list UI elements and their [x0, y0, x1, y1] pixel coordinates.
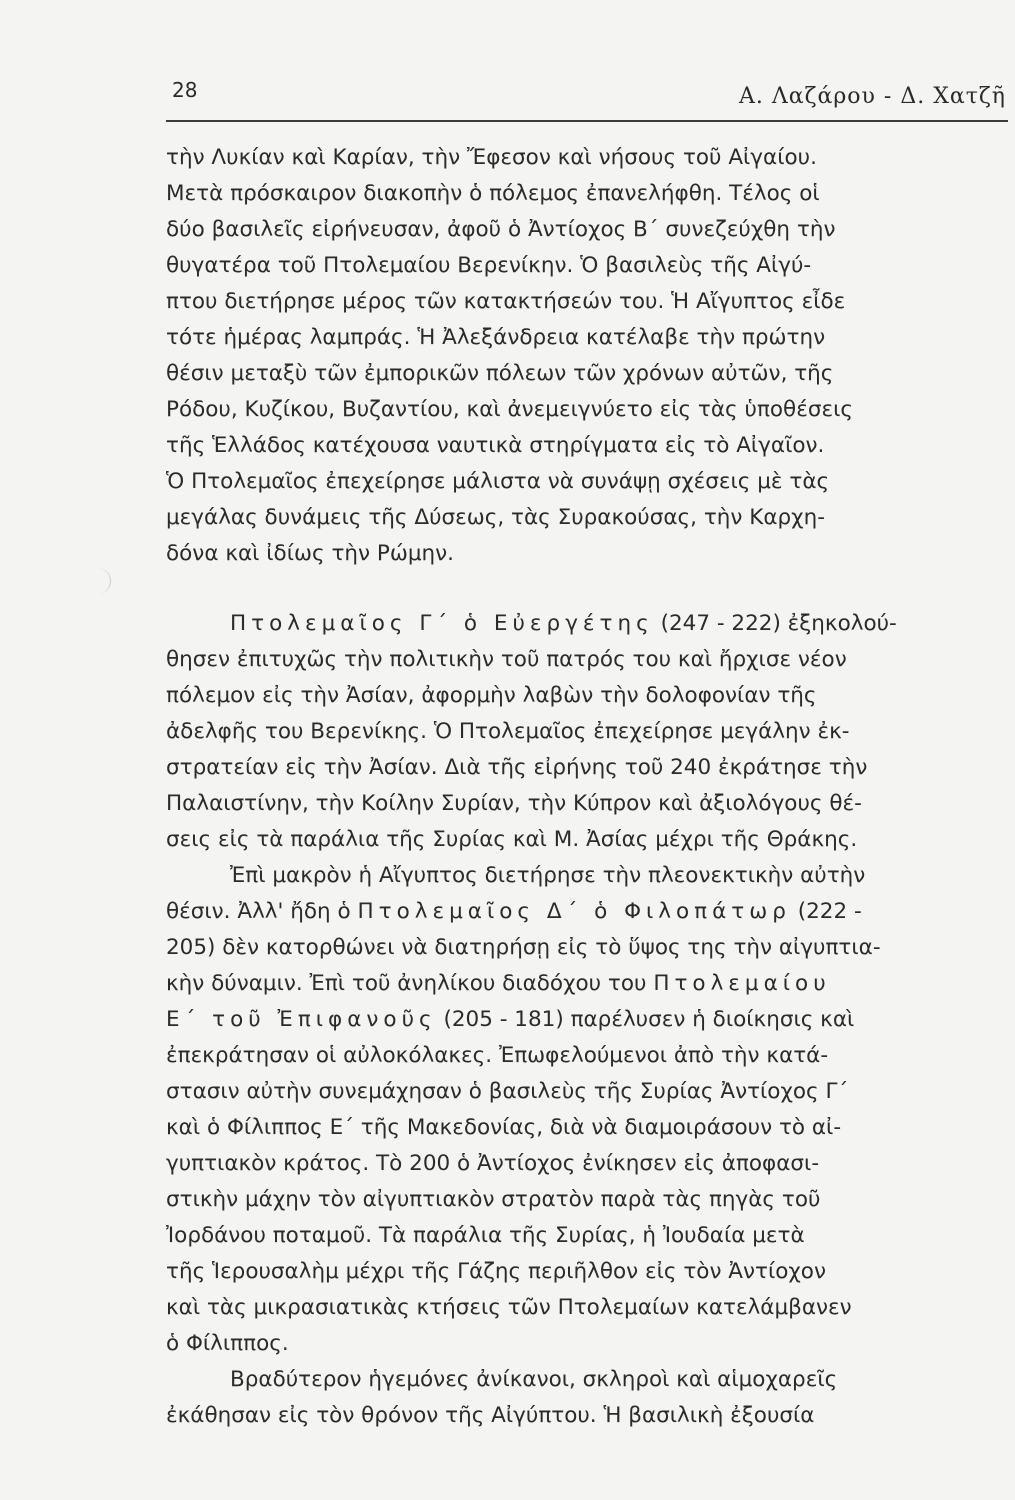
page-number: 28 — [172, 78, 198, 102]
text-line — [166, 606, 1010, 642]
page-header — [166, 78, 1008, 124]
paragraph-3 — [166, 858, 1010, 1362]
pencil-mark — [92, 568, 111, 594]
text-line: καὶ ὁ Φίλιππος Ε΄ τῆς Μακεδονίας, διὰ νὰ διαμοιράσουν τὸ αἰ- — [166, 1115, 842, 1140]
text-run: (205 - 181) παρέλυσεν ἡ διοίκησις καὶ — [436, 1007, 855, 1032]
text-line: ὁ Φίλιππος. — [166, 1331, 289, 1356]
paragraph-4 — [166, 1362, 1010, 1434]
text-line: τὴν Λυκίαν καὶ Καρίαν, τὴν Ἔφεσον καὶ νήσους τοῦ Αἰγαίου. — [166, 145, 817, 170]
text-line — [166, 1002, 1010, 1038]
text-run: (247 - 222) ἐξηκολού- — [653, 611, 897, 636]
text-line: δόνα καὶ ἰδίως τὴν Ρώμην. — [166, 541, 454, 566]
text-line — [166, 894, 1010, 930]
text-line: θυγατέρα τοῦ Πτολεμαίου Βερενίκην. Ὁ βασιλεὺς τῆς Αἰγύ- — [166, 253, 812, 278]
paragraph-2 — [166, 606, 1010, 858]
header-rule — [166, 120, 1008, 122]
text-run: (222 - — [790, 899, 862, 924]
text-line: δύο βασιλεῖς εἰρήνευσαν, ἀφοῦ ὁ Ἀντίοχος Β΄ συνεζεύχθη τὴν — [166, 217, 836, 242]
running-title: Α. Λαζάρου - Δ. Χατζῆ — [738, 84, 1006, 109]
text-line: Ρόδου, Κυζίκου, Βυζαντίου, καὶ ἀνεμειγνύετο εἰς τὰς ὑποθέσεις — [166, 397, 853, 422]
spaced-name: Πτολεμαῖος Γ΄ ὁ Εὐεργέτης — [230, 611, 654, 636]
text-line: γυπτιακὸν κράτος. Τὸ 200 ὁ Ἀντίοχος ἐνίκησεν εἰς ἀποφασι- — [166, 1151, 820, 1176]
text-line: ἀδελφῆς του Βερενίκης. Ὁ Πτολεμαῖος ἐπεχείρησε μεγάλην ἐκ- — [166, 719, 850, 744]
spaced-name: Πτολεμαίου — [653, 971, 831, 996]
text-run: κὴν δύναμιν. Ἐπὶ τοῦ ἀνηλίκου διαδόχου του — [166, 971, 654, 996]
body-text — [166, 140, 1010, 1434]
text-line: Μετὰ πρόσκαιρον διακοπὴν ὁ πόλεμος ἐπανελήφθη. Τέλος οἱ — [166, 181, 820, 206]
paragraph-1 — [166, 140, 1010, 572]
text-line: τῆς Ἑλλάδος κατέχουσα ναυτικὰ στηρίγματα εἰς τὸ Αἰγαῖον. — [166, 433, 825, 458]
text-line: καὶ τὰς μικρασιατικὰς κτήσεις τῶν Πτολεμαίων κατελάμβανεν — [166, 1295, 852, 1320]
text-line: τότε ἡμέρας λαμπράς. Ἡ Ἀλεξάνδρεια κατέλαβε τὴν πρώτην — [166, 325, 826, 350]
text-line: πόλεμον εἰς τὴν Ἀσίαν, ἀφορμὴν λαβὼν τὴν δολοφονίαν τῆς — [166, 683, 817, 708]
text-line: θέσιν μεταξὺ τῶν ἐμπορικῶν πόλεων τῶν χρόνων αὐτῶν, τῆς — [166, 361, 834, 386]
text-line: 205) δὲν κατορθώνει νὰ διατηρήσῃ εἰς τὸ ὕψος της τὴν αἰγυπτια- — [166, 935, 881, 960]
text-line: ἐπεκράτησαν οἱ αὐλοκόλακες. Ἐπωφελούμενοι ἀπὸ τὴν κατά- — [166, 1043, 829, 1068]
spaced-name: Πτολεμαῖος Δ΄ ὁ Φιλοπάτωρ — [357, 899, 791, 924]
text-run: θέσιν. Ἀλλ' ἤδη ὁ — [166, 899, 358, 924]
text-line: σεις εἰς τὰ παράλια τῆς Συρίας καὶ Μ. Ἀσίας μέχρι τῆς Θράκης. — [166, 827, 858, 852]
text-line: Ἰορδάνου ποταμοῦ. Τὰ παράλια τῆς Συρίας, ἡ Ἰουδαία μετὰ — [166, 1223, 805, 1248]
text-line: Παλαιστίνην, τὴν Κοίλην Συρίαν, τὴν Κύπρον καὶ ἀξιολόγους θέ- — [166, 791, 862, 816]
text-line: στασιν αὐτὴν συνεμάχησαν ὁ βασιλεὺς τῆς Συρίας Ἀντίοχος Γ΄ — [166, 1079, 849, 1104]
text-line: ἐκάθησαν εἰς τὸν θρόνον τῆς Αἰγύπτου. Ἡ βασιλικὴ ἐξουσία — [166, 1403, 815, 1428]
text-line: Βραδύτερον ἡγεμόνες ἀνίκανοι, σκληροὶ καὶ αἱμοχαρεῖς — [230, 1367, 838, 1392]
text-line: στικὴν μάχην τὸν αἰγυπτιακὸν στρατὸν παρὰ τὰς πηγὰς τοῦ — [166, 1187, 821, 1212]
text-line: θησεν ἐπιτυχῶς τὴν πολιτικὴν τοῦ πατρός του καὶ ἤρχισε νέον — [166, 647, 847, 672]
text-line: στρατείαν εἰς τὴν Ἀσίαν. Διὰ τῆς εἰρήνης τοῦ 240 ἐκράτησε τὴν — [166, 755, 868, 780]
text-line: τῆς Ἱερουσαλὴμ μέχρι τῆς Γάζης περιῆλθον εἰς τὸν Ἀντίοχον — [166, 1259, 826, 1284]
text-line: μεγάλας δυνάμεις τῆς Δύσεως, τὰς Συρακούσας, τὴν Καρχη- — [166, 505, 825, 530]
text-line: Ὁ Πτολεμαῖος ἐπεχείρησε μάλιστα νὰ συνάψῃ σχέσεις μὲ τὰς — [166, 469, 830, 494]
text-line: Ἐπὶ μακρὸν ἡ Αἴγυπτος διετήρησε τὴν πλεονεκτικὴν αὐτὴν — [230, 863, 866, 888]
text-line — [166, 966, 1010, 1002]
spaced-name: Ε΄ τοῦ Ἐπιφανοῦς — [166, 1007, 437, 1032]
text-line: πτου διετήρησε μέρος τῶν κατακτήσεών του. Ἡ Αἴγυπτος εἶδε — [166, 289, 846, 314]
